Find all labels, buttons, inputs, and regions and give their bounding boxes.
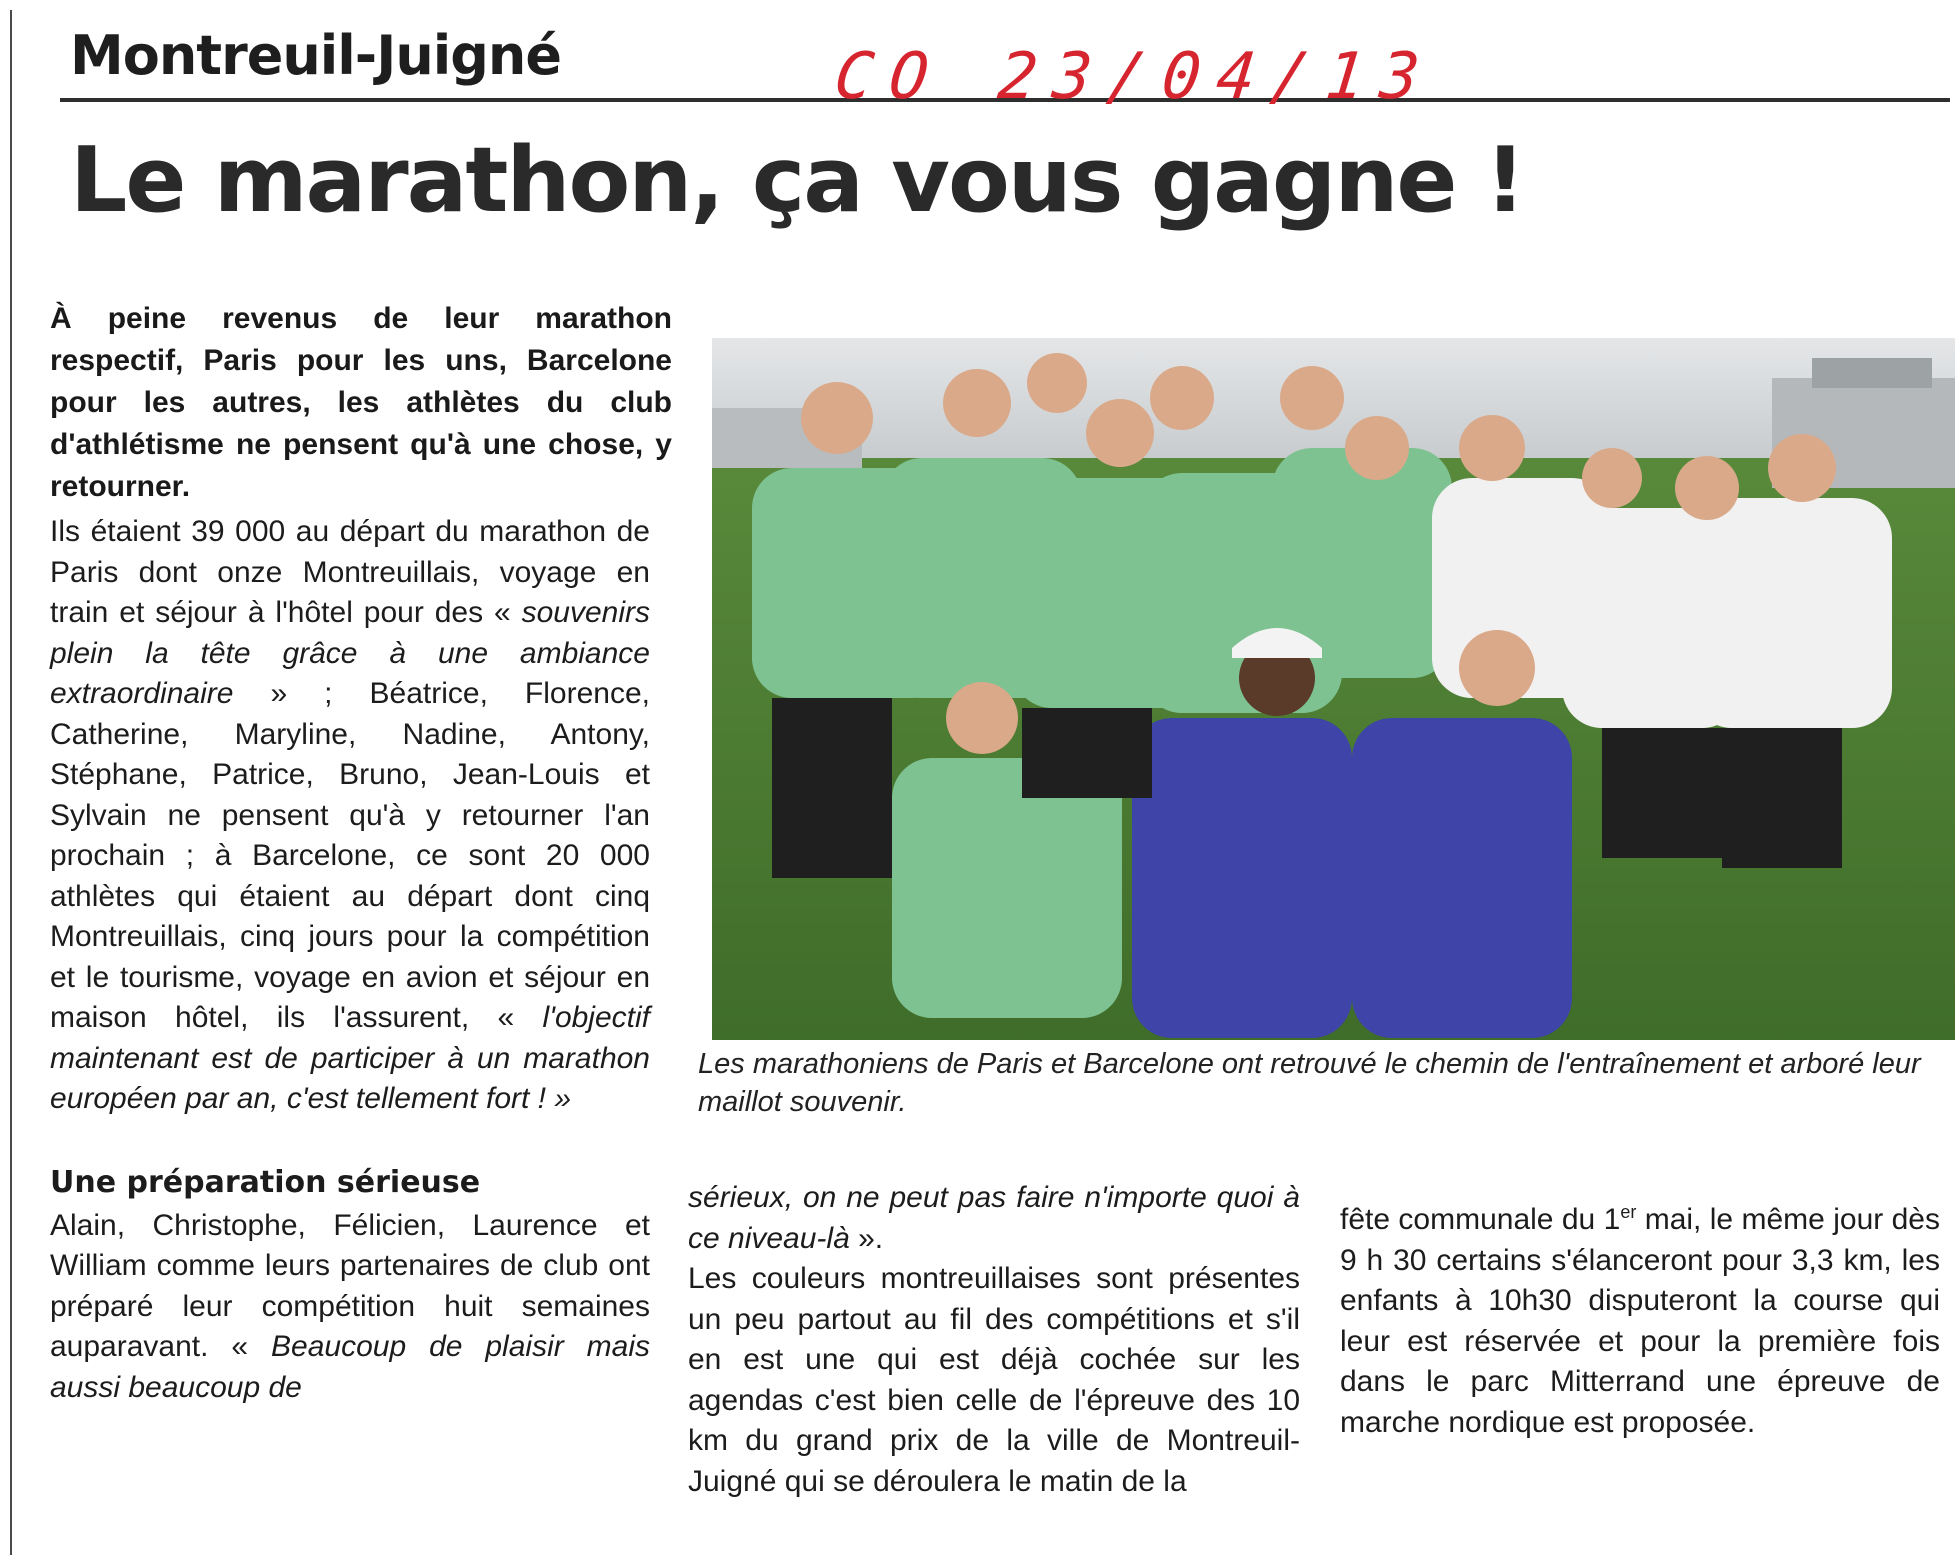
photo-caption: Les marathoniens de Paris et Barcelone ont retrouvé le chemin de l'entraînement et arboré leur maillot souvenir. [698, 1048, 1921, 1118]
date-stamp: CO 23/04/13 [831, 40, 1439, 114]
team-photo [712, 338, 1955, 1040]
section-title: Montreuil-Juigné [70, 24, 561, 87]
page-left-border [10, 10, 12, 1555]
body-paragraph-2-cont: sérieux, on ne peut pas faire n'importe quoi à ce niveau-là ». [688, 1181, 1300, 1255]
article-headline: Le marathon, ça vous gagne ! [70, 128, 1524, 233]
article-column-3 [1340, 1200, 1940, 1443]
body-paragraph-3: Les couleurs montreuillaises sont présentes un peu partout au fil des compétitions et s'il en est une qui est déjà cochée sur les agendas c'est bien celle de l'épreuve des 10 km du grand prix de la ville de Montreuil-Juigné qui se déroulera le matin de la [688, 1262, 1300, 1498]
quote: l'objectif maintenant est de participer à un marathon européen par an, c'est tellement fort ! » [50, 1001, 650, 1115]
article-column-1 [50, 512, 650, 1408]
quote: Beaucoup de plaisir mais aussi beaucoup de [50, 1330, 651, 1404]
body-paragraph-1: Ils étaient 39 000 au départ du marathon de Paris dont onze Montreuillais, voyage en train et séjour à l'hôtel pour des « souvenirs plein la tête grâce à une ambiance extraordinaire » ; Béatrice, Florence, Catherine, Maryline, Nadine, Antony, Stéphane, Patrice, Bruno, Jean-Louis et Sylvain ne pensent qu'à y retourner l'an prochain ; à Barcelone, ce sont 20 000 athlètes qui étaient au départ dont cinq Montreuillais, cinq jours pour la compétition et le tourisme, voyage en avion et séjour en maison hôtel, ils l'assurent, « l'objectif maintenant est de participer à un marathon européen par an, c'est tellement fort ! » [50, 515, 650, 1115]
article-lede: À peine revenus de leur marathon respectif, Paris pour les uns, Barcelone pour les autres, les athlètes du club d'athlétisme ne pensent qu'à une chose, y retourner. [50, 302, 672, 503]
body-paragraph-4: fête communale du 1er mai, le même jour dès 9 h 30 certains s'élanceront pour 3,3 km, les enfants à 10h30 disputeront la course qui leur est réservée et pour la première fois dans le parc Mitterrand une épreuve de marche nordique est proposée. [1340, 1202, 1940, 1439]
article-column-2 [688, 1178, 1300, 1502]
article-subheading: Une préparation sérieuse [50, 1164, 481, 1200]
body-paragraph-2: Alain, Christophe, Félicien, Laurence et William comme leurs partenaires de club ont préparé leur compétition huit semaines auparavant. « Beaucoup de plaisir mais aussi beaucoup de [50, 1208, 651, 1404]
quote: sérieux, on ne peut pas faire n'importe quoi à ce niveau-là [688, 1181, 1300, 1255]
quote: souvenirs plein la tête grâce à une ambiance extraordinaire [50, 596, 650, 710]
